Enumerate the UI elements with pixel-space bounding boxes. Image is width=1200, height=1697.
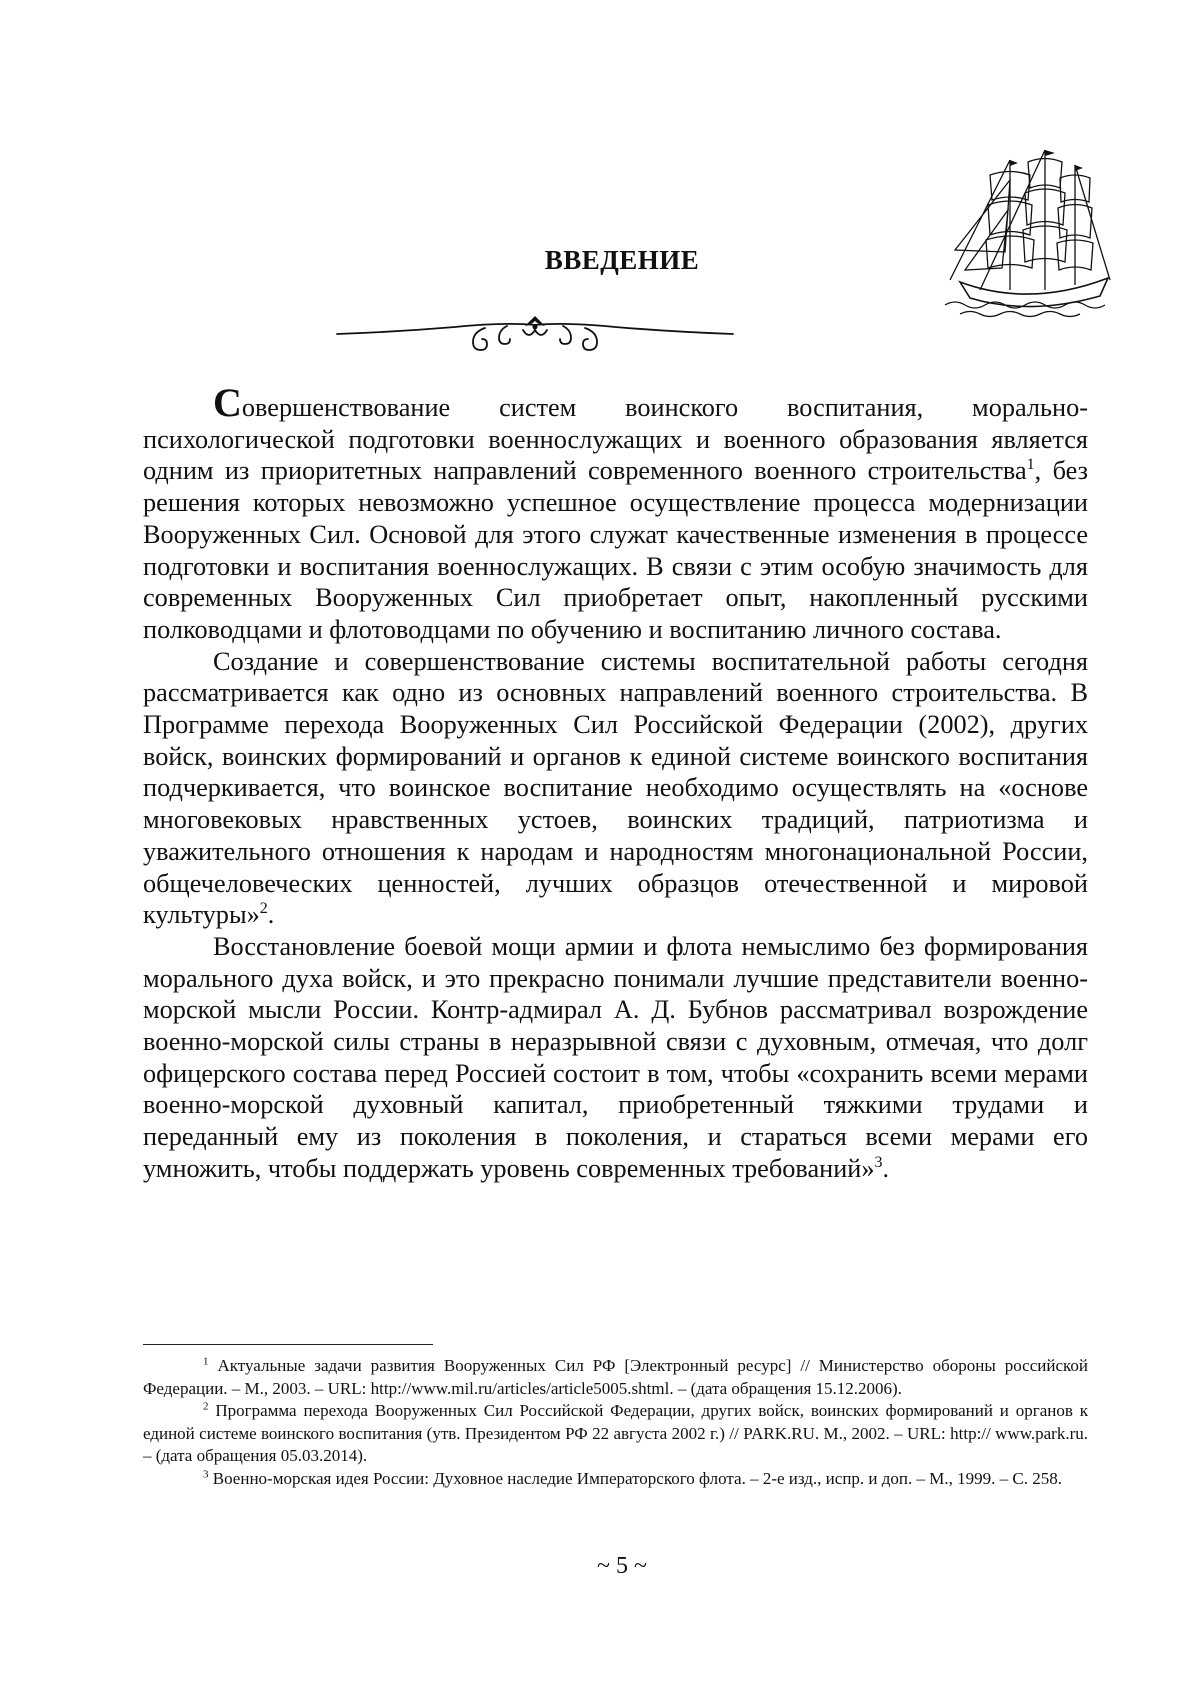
footnote-3 bbox=[143, 1468, 1088, 1491]
footnotes bbox=[143, 1355, 1088, 1490]
footnote-2 bbox=[143, 1400, 1088, 1468]
footnote-text: Программа перехода Вооруженных Сил Российской Федерации, других войск, воинских формирований и органов к единой системе воинского воспитания (утв. Президентом РФ 22 августа 2002 г.) // PARK.RU. М., 2002. – URL: http:// www.park.ru. – (дата обращения 05.03.2014). bbox=[143, 1401, 1088, 1465]
footnote-number: 3 bbox=[203, 1467, 209, 1480]
footnote-1 bbox=[143, 1355, 1088, 1400]
sailing-ship-icon bbox=[940, 140, 1120, 320]
footnote-ref-1[interactable]: 1 bbox=[1026, 456, 1035, 474]
footnote-number: 1 bbox=[203, 1355, 209, 1368]
footnote-separator bbox=[143, 1344, 433, 1345]
paragraph-1-text: овершенствование систем воинского воспитания, морально-психологической подготовки военнослужащих и военного образования является одним из приоритетных направлений современного военного строительства bbox=[143, 393, 1088, 486]
main-text bbox=[143, 380, 1088, 1185]
paragraph-1-text-cont: , без решения которых невозможно успешное осуществление процесса модернизации Вооруженных Сил. Основой для этого служат качественные изменения в процессе подготовки и воспитания военнослужащих. В связи с этим особую значимость для современных Вооруженных Сил приобретает опыт, накопленный русскими полководцами и флотоводцами по обучению и воспитанию личного состава. bbox=[143, 456, 1088, 644]
paragraph-1 bbox=[143, 380, 1088, 646]
drop-cap: С bbox=[213, 380, 242, 425]
paragraph-2 bbox=[143, 646, 1088, 931]
page-number: ~ 5 ~ bbox=[597, 1553, 647, 1579]
paragraph-3 bbox=[143, 931, 1088, 1185]
footnote-text: Актуальные задачи развития Вооруженных Сил РФ [Электронный ресурс] // Министерство обороны российской Федерации. – М., 2003. – URL: http://www.mil.ru/articles/article5005.shtml. – (дата обращения 15.12.2006). bbox=[143, 1356, 1088, 1398]
footnote-ref-2[interactable]: 2 bbox=[259, 900, 268, 918]
footnote-number: 2 bbox=[203, 1400, 209, 1413]
flourish-divider-icon bbox=[335, 312, 735, 354]
footnote-ref-3[interactable]: 3 bbox=[874, 1154, 883, 1172]
footnote-text: Военно-морская идея России: Духовное наследие Императорского флота. – 2-е изд., испр. и доп. – М., 1999. – С. 258. bbox=[212, 1468, 1062, 1488]
paragraph-2-end: . bbox=[267, 900, 275, 930]
paragraph-2-text: Создание и совершенствование системы воспитательной работы сегодня рассматривается как одно из основных направлений военного строительства. В Программе перехода Вооруженных Сил Российской Федерации (2002), других войск, воинских формирований и органов к единой системе воинского воспитания подчеркивается, что воинское воспитание необходимо осуществлять на «основе многовековых нравственных устоев, воинских традиций, патриотизма и уважительного отношения к народам и народностям многонациональной России, общечеловеческих ценностей, лучших образцов отечественной и мировой культуры» bbox=[143, 646, 1088, 930]
page-title: ВВЕДЕНИЕ bbox=[544, 245, 700, 275]
paragraph-3-end: . bbox=[882, 1153, 890, 1183]
paragraph-3-text: Восстановление боевой мощи армии и флота немыслимо без формирования морального духа войск, и это прекрасно понимали лучшие представители военно-морской мысли России. Контр-адмирал А. Д. Бубнов рассматривал возрождение военно-морской силы страны в неразрывной связи с духовным, отмечая, что долг офицерского состава перед Россией состоит в том, чтобы «сохранить всеми мерами военно-морской духовный капитал, приобретенный тяжкими трудами и переданный ему из поколения в поколения, и стараться всеми мерами его умножить, чтобы поддержать уровень современных требований» bbox=[143, 931, 1088, 1183]
